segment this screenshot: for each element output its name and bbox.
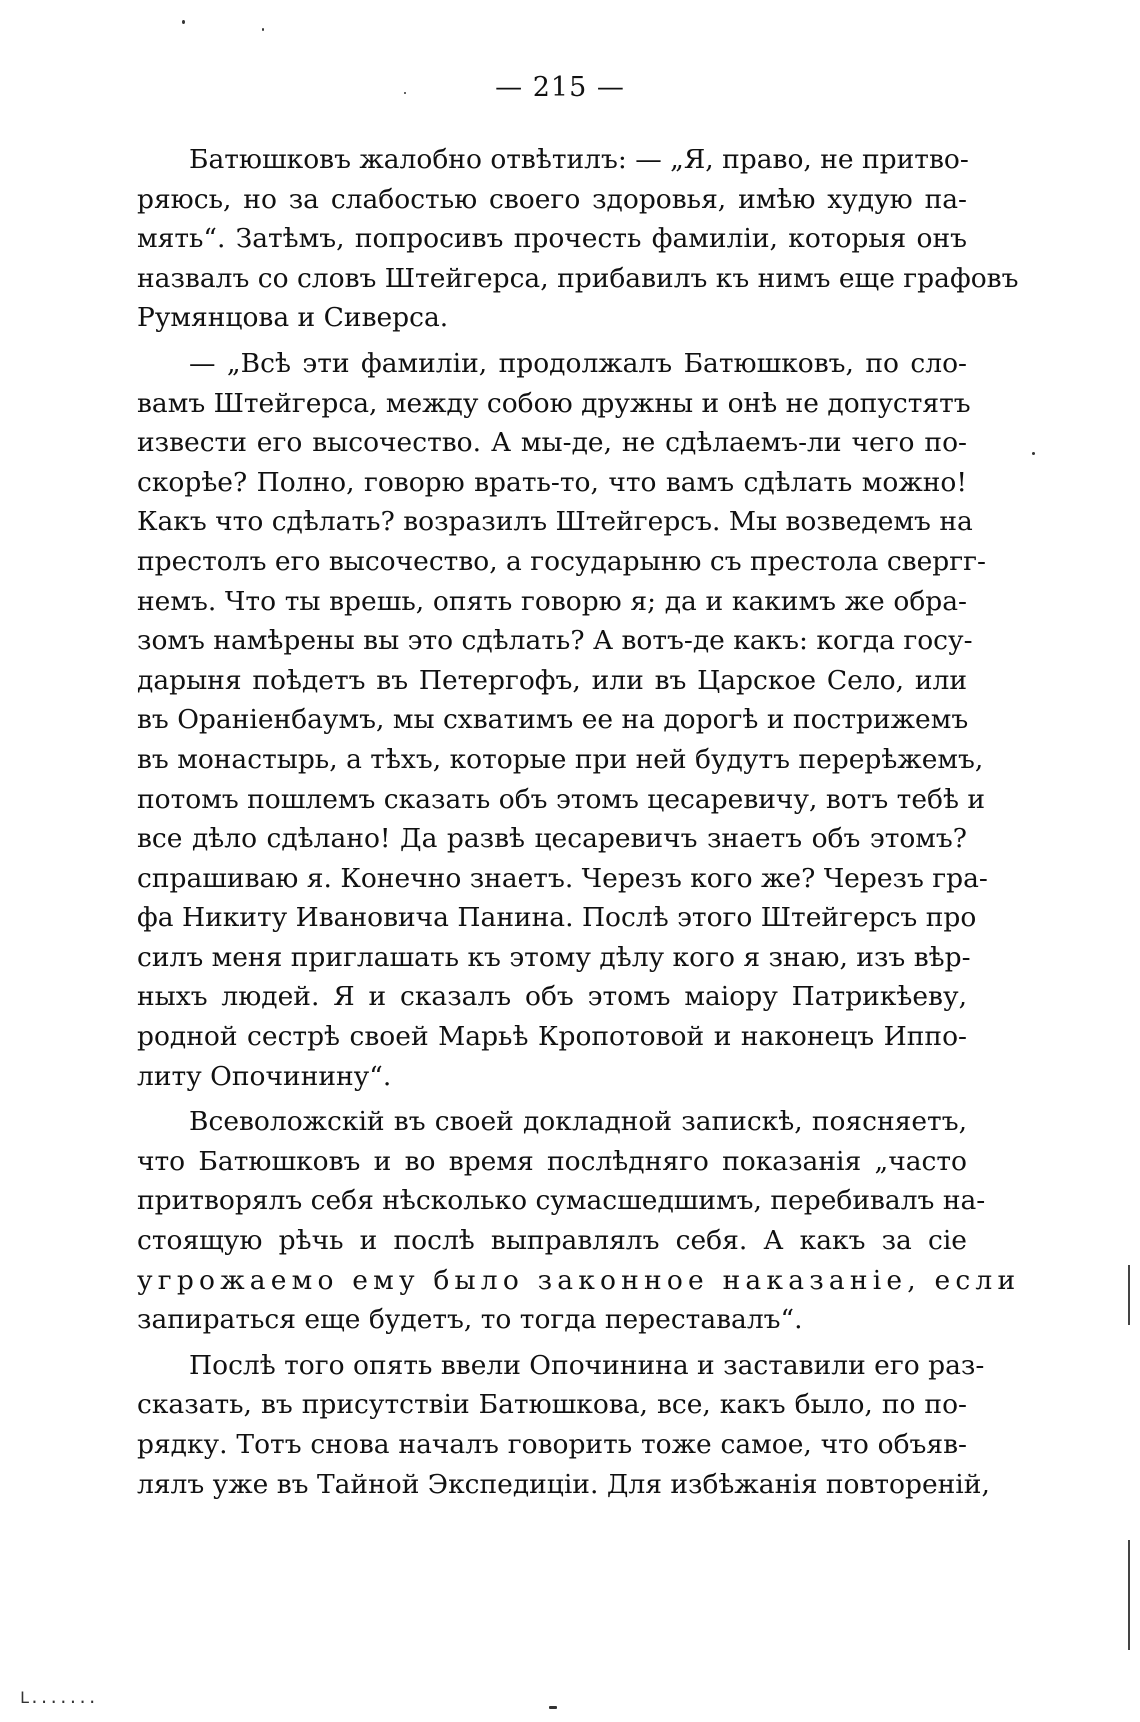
scan-corner-mark: L....... — [20, 1688, 98, 1707]
paragraph-2 — [137, 344, 988, 1096]
text-line-emphasized: угрожаемо ему было законное наказаніе, если — [137, 1264, 1021, 1296]
text-line: вамъ Штейгерса, между собою дружны и онѣ не допустятъ — [137, 387, 971, 419]
body-text — [137, 140, 1021, 1504]
text-line: зомъ намѣрены вы это сдѣлать? А вотъ-де какъ: когда госу- — [137, 625, 973, 657]
text-line: назвалъ со словъ Штейгерса, прибавилъ къ нимъ еще графовъ — [137, 262, 1019, 294]
text-line: родной сестрѣ своей Марьѣ Кропотовой и наконецъ Иппо- — [137, 1021, 967, 1053]
text-line: притворялъ себя нѣсколько сумасшедшимъ, перебивалъ на- — [137, 1185, 986, 1217]
text-line: Послѣ того опять ввели Опочинина и заставили его раз- — [189, 1349, 985, 1381]
scan-speck — [549, 1706, 557, 1709]
text-line: ныхъ людей. Я и сказалъ объ этомъ маіору Патрикѣеву, — [137, 981, 967, 1013]
text-line: литу Опочинину“. — [137, 1060, 392, 1092]
paragraph-3 — [137, 1102, 1021, 1340]
scan-speck — [182, 20, 185, 24]
text-line: извести его высочество. А мы-де, не сдѣлаемъ-ли чего по- — [137, 427, 967, 459]
text-line: лялъ уже въ Тайной Экспедиціи. Для избѣжанія повтореній, — [137, 1468, 990, 1500]
text-line: силъ меня приглашать къ этому дѣлу кого я знаю, изъ вѣр- — [137, 941, 971, 973]
scan-speck — [262, 28, 264, 31]
text-line: сказать, въ присутствіи Батюшкова, все, какъ было, по по- — [137, 1389, 967, 1421]
text-line: Всеволожскій въ своей докладной запискѣ, поясняетъ, — [189, 1106, 967, 1138]
text-line: немъ. Что ты врешь, опять говорю я; да и какимъ же обра- — [137, 585, 967, 617]
text-line: скорѣе? Полно, говорю врать-то, что вамъ сдѣлать можно! — [137, 466, 967, 498]
text-line: спрашиваю я. Конечно знаетъ. Черезъ кого же? Черезъ гра- — [137, 862, 988, 894]
text-line: что Батюшковъ и во время послѣдняго показанія „часто — [137, 1145, 967, 1177]
text-line: ряюсь, но за слабостью своего здоровья, имѣю худую па- — [137, 183, 967, 215]
text-line: фа Никиту Ивановича Панина. Послѣ этого Штейгерсъ про — [137, 902, 977, 934]
text-line: — „Всѣ эти фамиліи, продолжалъ Батюшковъ, по сло- — [189, 347, 967, 379]
page-number: — 215 — — [495, 72, 625, 103]
scan-edge-line — [1128, 1265, 1130, 1325]
text-line: все дѣло сдѣлано! Да развѣ цесаревичъ знаетъ объ этомъ? — [137, 823, 967, 855]
paragraph-1 — [137, 140, 1019, 338]
text-line: въ Ораніенбаумъ, мы схватимъ ее на дорогѣ и пострижемъ — [137, 704, 969, 736]
text-line: потомъ пошлемъ сказать объ этомъ цесаревичу, вотъ тебѣ и — [137, 783, 986, 815]
scan-speck — [1032, 452, 1035, 455]
text-line: Румянцова и Сиверса. — [137, 302, 449, 334]
text-line: въ монастырь, а тѣхъ, которые при ней будутъ перерѣжемъ, — [137, 743, 984, 775]
text-line: запираться еще будетъ, то тогда переставалъ“. — [137, 1304, 803, 1336]
text-line: рядку. Тотъ снова началъ говорить тоже самое, что объяв- — [137, 1429, 967, 1460]
text-line: стоящую рѣчь и послѣ выправлялъ себя. А какъ за сіе — [137, 1225, 967, 1257]
text-line: престолъ его высочество, а государыню съ престола свергг- — [137, 545, 986, 577]
paragraph-4 — [137, 1346, 990, 1504]
text-line: мять“. Затѣмъ, попросивъ прочесть фамиліи, которыя онъ — [137, 223, 967, 255]
scan-edge-line — [1128, 1540, 1130, 1650]
scan-speck — [404, 92, 406, 94]
text-line: дарыня поѣдетъ въ Петергофъ, или въ Царское Село, или — [137, 664, 967, 696]
text-line: Батюшковъ жалобно отвѣтилъ: — „Я, право, не притво- — [189, 144, 969, 175]
text-line: Какъ что сдѣлать? возразилъ Штейгерсъ. Мы возведемъ на — [137, 506, 973, 538]
